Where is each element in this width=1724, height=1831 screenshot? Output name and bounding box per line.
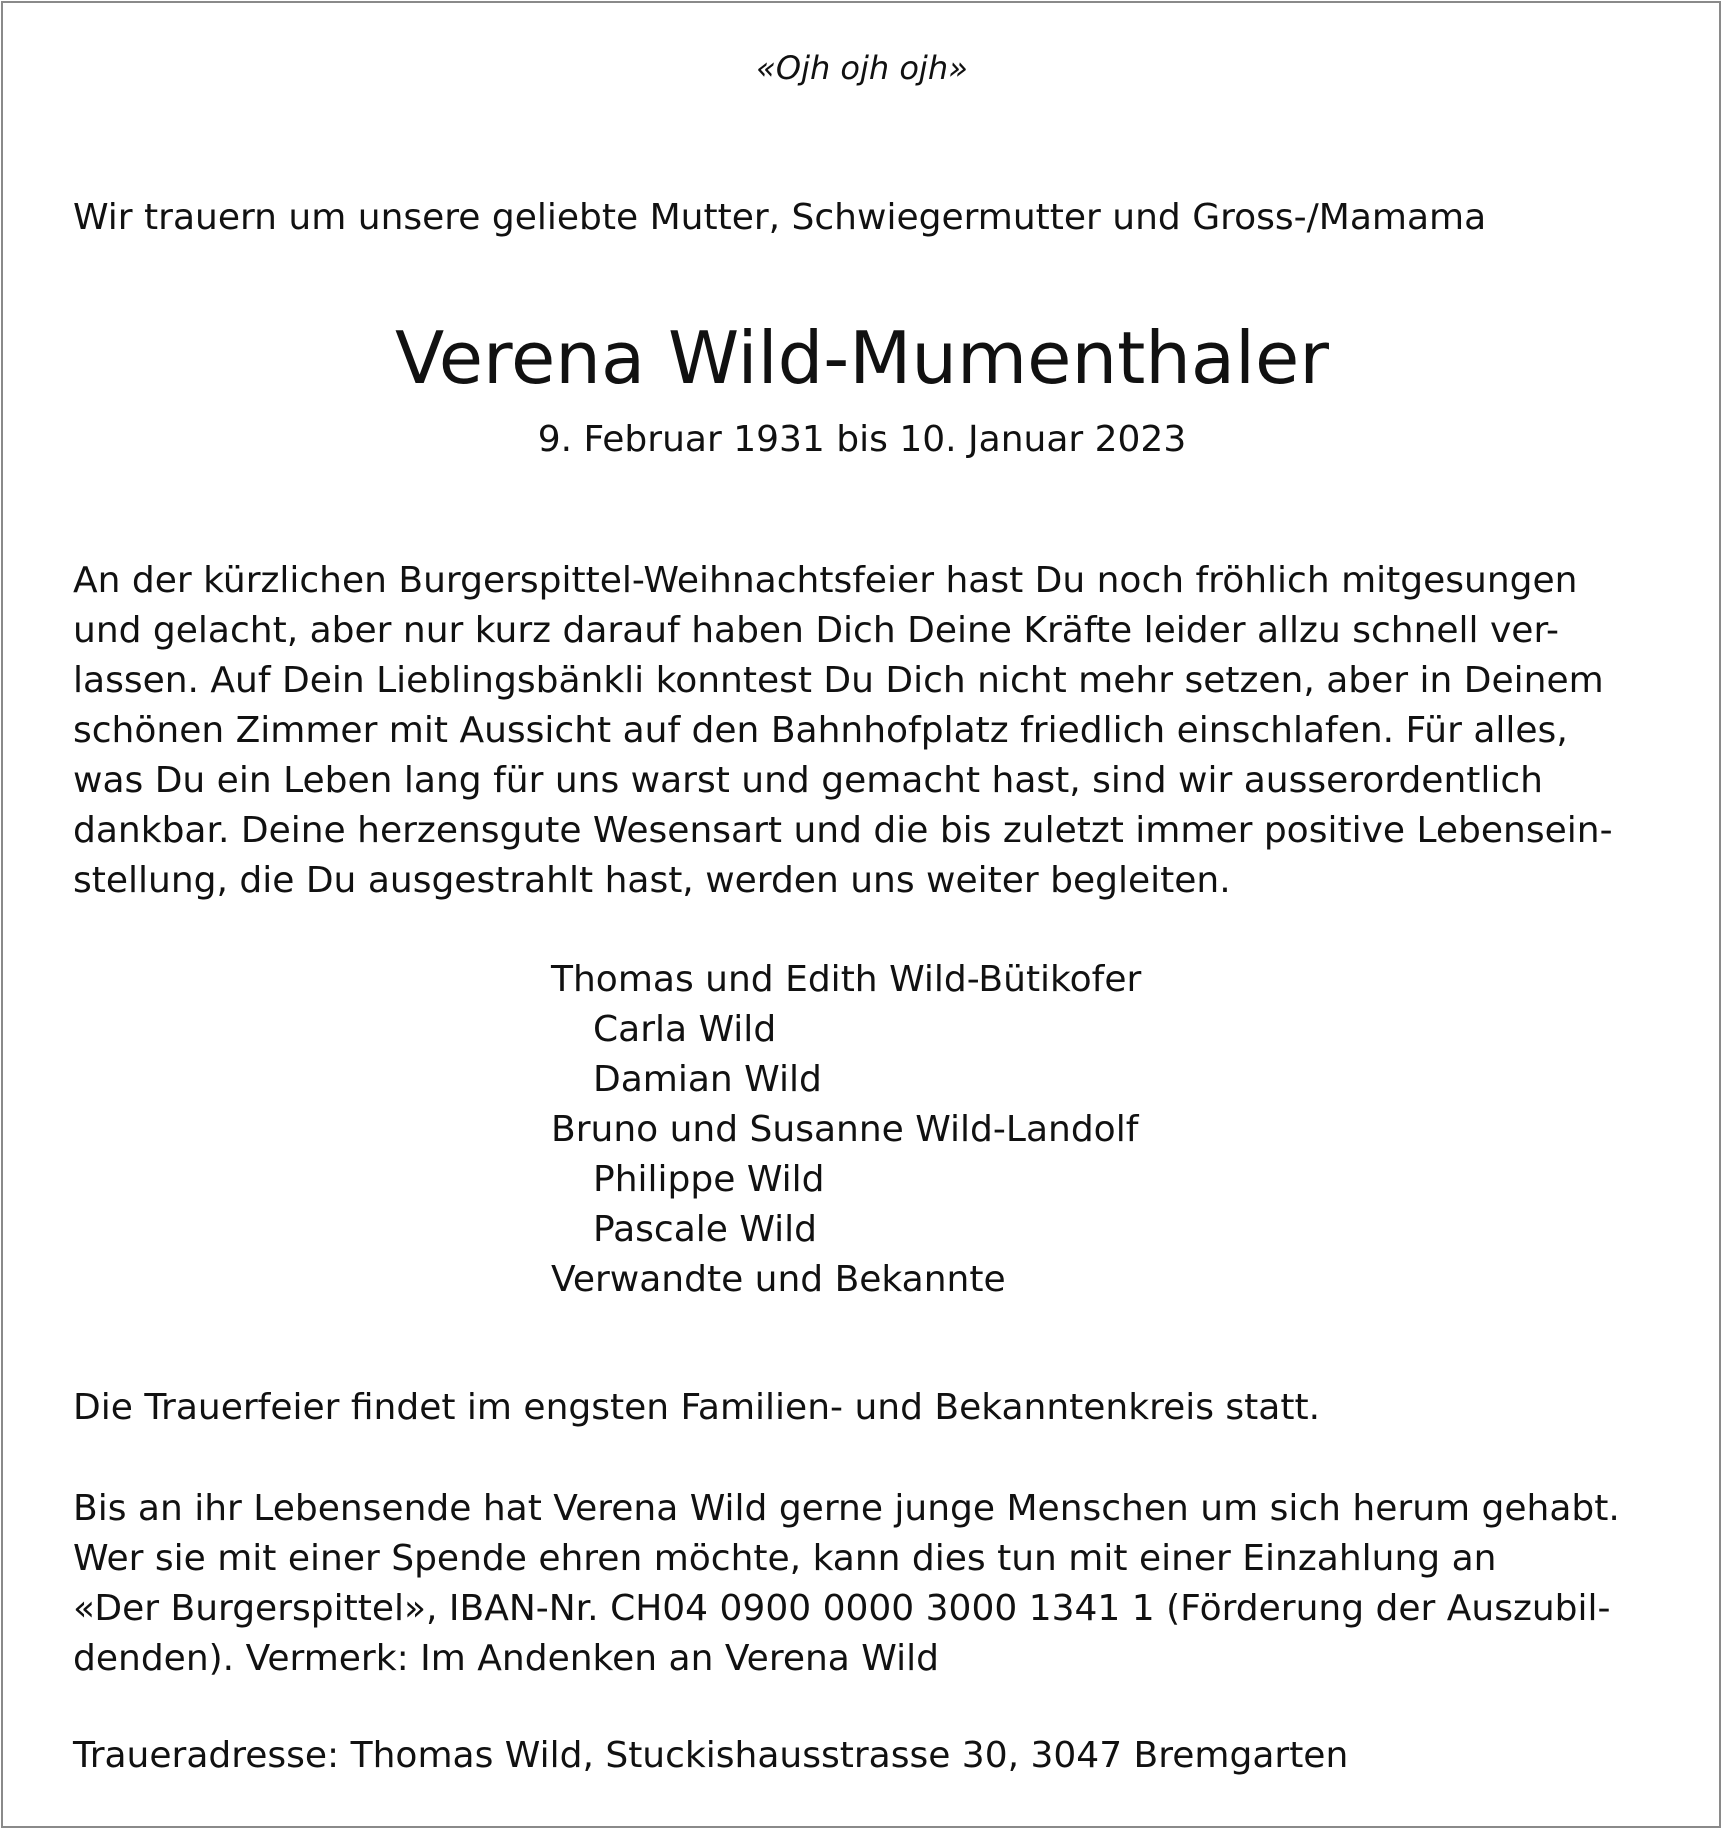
mourner-child: Damian Wild — [593, 1059, 822, 1100]
mourner-couple: Thomas und Edith Wild-Bütikofer — [551, 959, 1142, 1000]
deceased-name: Verena Wild-Mumenthaler — [395, 316, 1329, 400]
tribute-line: An der kürzlichen Burgerspittel-Weihnachtsfeier hast Du noch fröhlich mitgesungen — [73, 560, 1578, 601]
donation-line: denden). Vermerk: Im Andenken an Verena Wild — [73, 1638, 939, 1679]
mourner-child: Pascale Wild — [593, 1209, 818, 1250]
intro-line: Wir trauern um unsere geliebte Mutter, Schwiegermutter und Gross-/Mamama — [73, 197, 1487, 238]
donation-paragraph — [73, 1484, 1620, 1684]
mourner-child: Carla Wild — [593, 1009, 777, 1050]
donation-line: Bis an ihr Lebensende hat Verena Wild gerne junge Menschen um sich herum gehabt. — [73, 1488, 1620, 1529]
tribute-line: was Du ein Leben lang für uns warst und gemacht hast, sind wir ausserordentlich — [73, 760, 1543, 801]
mourner-child: Philippe Wild — [593, 1159, 825, 1200]
mourning-address: Traueradresse: Thomas Wild, Stuckishausstrasse 30, 3047 Bremgarten — [73, 1735, 1349, 1776]
donation-line: «Der Burgerspittel», IBAN-Nr. CH04 0900 0000 3000 1341 1 (Förderung der Auszubil- — [73, 1588, 1611, 1629]
tribute-line: schönen Zimmer mit Aussicht auf den Bahnhofplatz friedlich einschlafen. Für alles, — [73, 710, 1568, 751]
tribute-line: dankbar. Deine herzensgute Wesensart und die bis zuletzt immer positive Lebensein- — [73, 810, 1613, 851]
tribute-line: lassen. Auf Dein Lieblingsbänkli konntest Du Dich nicht mehr setzen, aber in Deinem — [73, 660, 1604, 701]
tribute-line: und gelacht, aber nur kurz darauf haben Dich Deine Kräfte leider allzu schnell ver- — [73, 610, 1559, 651]
tribute-paragraph — [73, 556, 1613, 906]
tribute-line: stellung, die Du ausgestrahlt hast, werden uns weiter begleiten. — [73, 860, 1231, 901]
mourner-couple: Bruno und Susanne Wild-Landolf — [551, 1109, 1139, 1150]
motto: «Ojh ojh ojh» — [756, 49, 968, 87]
mourner-relatives: Verwandte und Bekannte — [551, 1259, 1006, 1300]
life-dates: 9. Februar 1931 bis 10. Januar 2023 — [537, 419, 1187, 460]
ceremony-note: Die Trauerfeier findet im engsten Familien- und Bekanntenkreis statt. — [73, 1387, 1321, 1428]
mourners-list — [551, 955, 1141, 1305]
donation-line: Wer sie mit einer Spende ehren möchte, kann dies tun mit einer Einzahlung an — [73, 1538, 1497, 1579]
